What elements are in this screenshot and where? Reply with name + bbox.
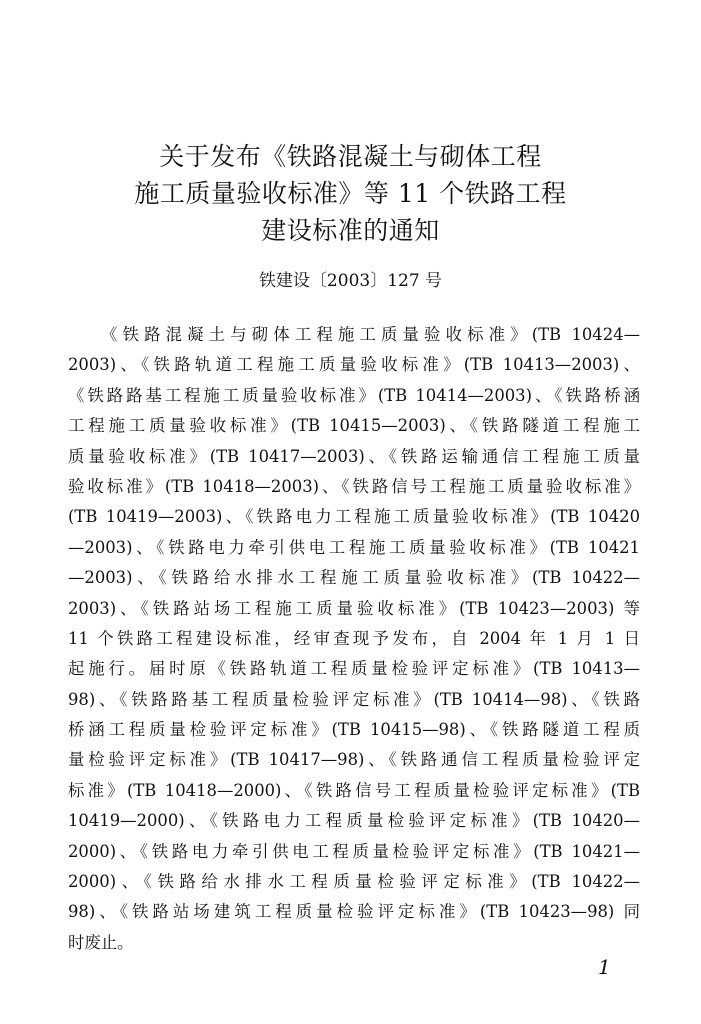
body-line: 《铁路混凝土与砌体工程施工质量验收标准》(TB 10424— — [101, 325, 640, 344]
body-line: 量检验评定标准》(TB 10417—98)、《铁路通信工程质量检验评定 — [68, 750, 640, 770]
body-line: 11 个铁路工程建设标准，经审查现予发布，自 2004 年 1 月 1 日 — [68, 628, 640, 648]
body-line: 《铁路路基工程施工质量验收标准》(TB 10414—2003)、《铁路桥涵 — [68, 385, 640, 405]
body-line: 2003)、《铁路站场工程施工质量验收标准》(TB 10423—2003) 等 — [68, 598, 640, 618]
body-line: 标准》(TB 10418—2000)、《铁路信号工程质量检验评定标准》(TB — [68, 780, 640, 800]
body-line: 98)、《铁路路基工程质量检验评定标准》(TB 10414—98)、《铁路 — [68, 689, 640, 709]
body-line: 起施行。届时原《铁路轨道工程质量检验评定标准》(TB 10413— — [68, 659, 640, 679]
body-line: 桥涵工程质量检验评定标准》(TB 10415—98)、《铁路隧道工程质 — [68, 720, 640, 740]
body-line: 时废止。 — [68, 932, 134, 952]
body-line: 质量验收标准》(TB 10417—2003)、《铁路运输通信工程施工质量 — [68, 446, 640, 466]
title-line: 建设标准的通知 — [261, 216, 440, 245]
body-line: 2000)、《铁路电力牵引供电工程质量检验评定标准》(TB 10421— — [68, 841, 640, 861]
document-number: 铁建设〔2003〕127 号 — [258, 271, 443, 291]
page-number: 1 — [598, 955, 611, 979]
body-line: 验收标准》(TB 10418—2003)、《铁路信号工程施工质量验收标准》 — [68, 476, 640, 496]
title-line: 关于发布《铁路混凝土与砌体工程 — [159, 142, 542, 171]
body-line: 2000)、《铁路给水排水工程质量检验评定标准》(TB 10422— — [68, 872, 640, 892]
body-line: 10419—2000)、《铁路电力工程质量检验评定标准》(TB 10420— — [68, 811, 640, 831]
body-line: —2003)、《铁路电力牵引供电工程施工质量验收标准》(TB 10421 — [68, 537, 640, 557]
body-line: (TB 10419—2003)、《铁路电力工程施工质量验收标准》(TB 10420 — [68, 507, 640, 527]
body-line: 2003)、《铁路轨道工程施工质量验收标准》(TB 10413—2003)、 — [68, 355, 640, 375]
title-line: 施工质量验收标准》等 11 个铁路工程 — [134, 179, 567, 208]
body-line: —2003)、《铁路给水排水工程施工质量验收标准》(TB 10422— — [68, 568, 640, 588]
body-line: 98)、《铁路站场建筑工程质量检验评定标准》(TB 10423—98) 同 — [68, 902, 640, 922]
notice-title — [0, 138, 701, 249]
notice-body — [68, 320, 640, 958]
body-line: 工程施工质量验收标准》(TB 10415—2003)、《铁路隧道工程施工 — [68, 416, 640, 436]
